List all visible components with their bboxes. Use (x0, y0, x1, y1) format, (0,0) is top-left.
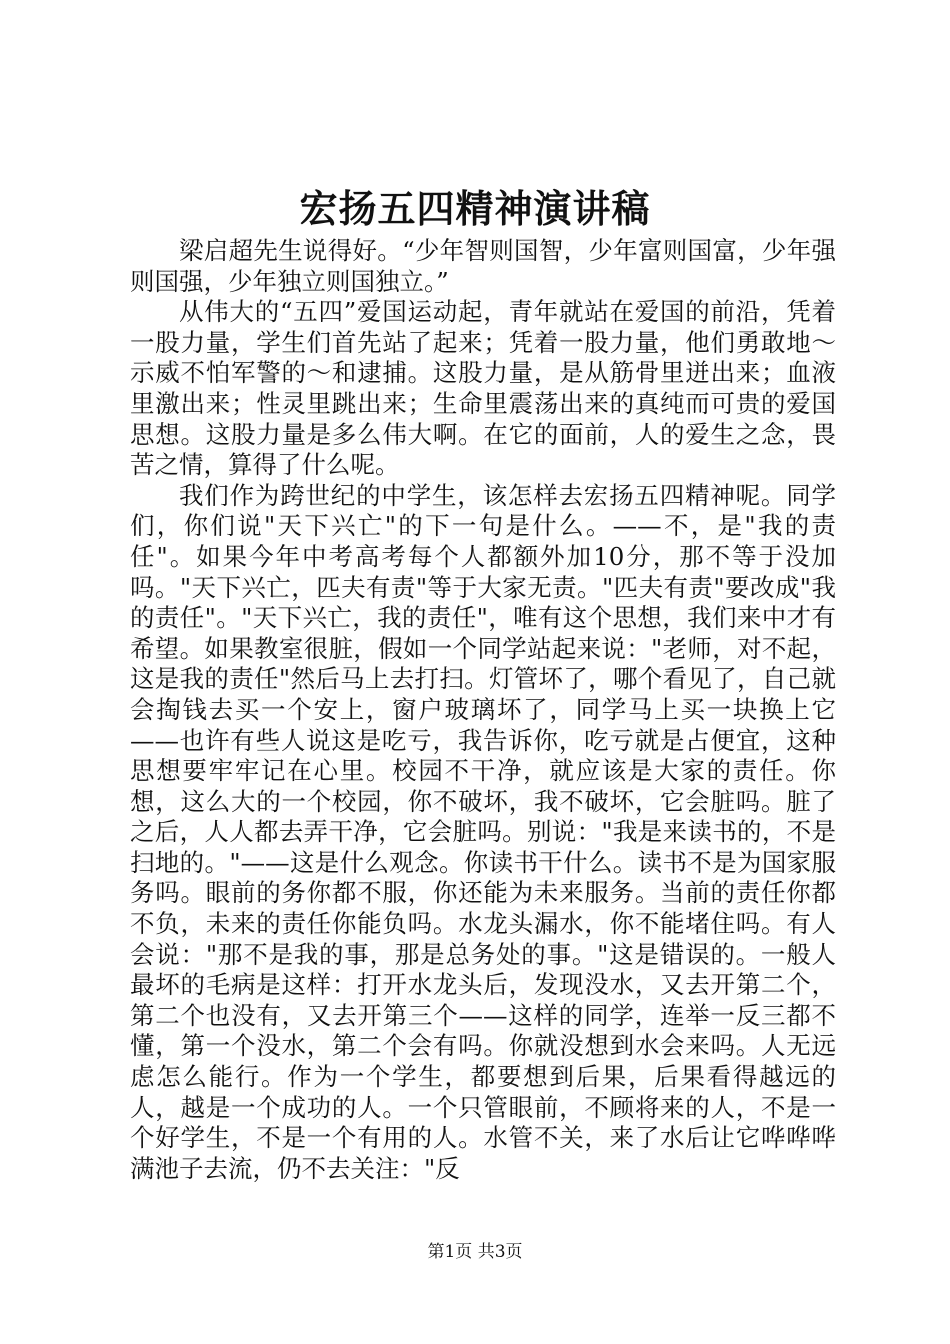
document-body (130, 236, 836, 1184)
page-number-footer: 第1页 共3页 (427, 1242, 523, 1262)
paragraph-3: 我们作为跨世纪的中学生，该怎样去宏扬五四精神呢。同学们，你们说"天下兴亡"的下一句是什么。——不，是"我的责任"。如果今年中考高考每个人都额外加10分，那不等于没加吗。"天下兴亡，匹夫有责"等于大家无责。"匹夫有责"要改成"我的责任"。"天下兴亡，我的责任"，唯有这个思想，我们来中才有希望。如果教室很脏，假如一个同学站起来说："老师，对不起，这是我的责任"然后马上去打扫。灯管坏了，哪个看见了，自己就会掏钱去买一个安上，窗户玻璃坏了，同学马上买一块换上它——也许有些人说这是吃亏，我告诉你，吃亏就是占便宜，这种思想要牢牢记在心里。校园不干净，就应该是大家的责任。你想，这么大的一个校园，你不破坏，我不破坏，它会脏吗。脏了之后，人人都去弄干净，它会脏吗。别说："我是来读书的，不是扫地的。"——这是什么观念。你读书干什么。读书不是为国家服务吗。眼前的务你都不服，你还能为未来服务。当前的责任你都不负，未来的责任你能负吗。水龙头漏水，你不能堵住吗。有人会说："那不是我的事，那是总务处的事。"这是错误的。一般人最坏的毛病是这样：打开水龙头后，发现没水，又去开第二个，第二个也没有，又去开第三个——这样的同学，连举一反三都不懂，第一个没水，第二个会有吗。你就没想到水会来吗。人无远虑怎么能行。作为一个学生，都要想到后果，后果看得越远的人，越是一个成功的人。一个只管眼前，不顾将来的人，不是一个好学生，不是一个有用的人。水管不关，来了水后让它哗哗哗满池子去流，仍不去关注："反 (130, 480, 836, 1183)
paragraph-1: 梁启超先生说得好。“少年智则国智，少年富则国富，少年强则国强，少年独立则国独立。” (130, 236, 836, 296)
paragraph-2: 从伟大的“五四”爱国运动起，青年就站在爱国的前沿，凭着一股力量，学生们首先站了起来；凭着一股力量，他们勇敢地～示威不怕军警的～和逮捕。这股力量，是从筋骨里迸出来；血液里激出来；性灵里跳出来；生命里震荡出来的真纯而可贵的爱国思想。这股力量是多么伟大啊。在它的面前，人的爱生之念，畏苦之情，算得了什么呢。 (130, 297, 836, 480)
document-title: 宏扬五四精神演讲稿 (299, 186, 651, 231)
